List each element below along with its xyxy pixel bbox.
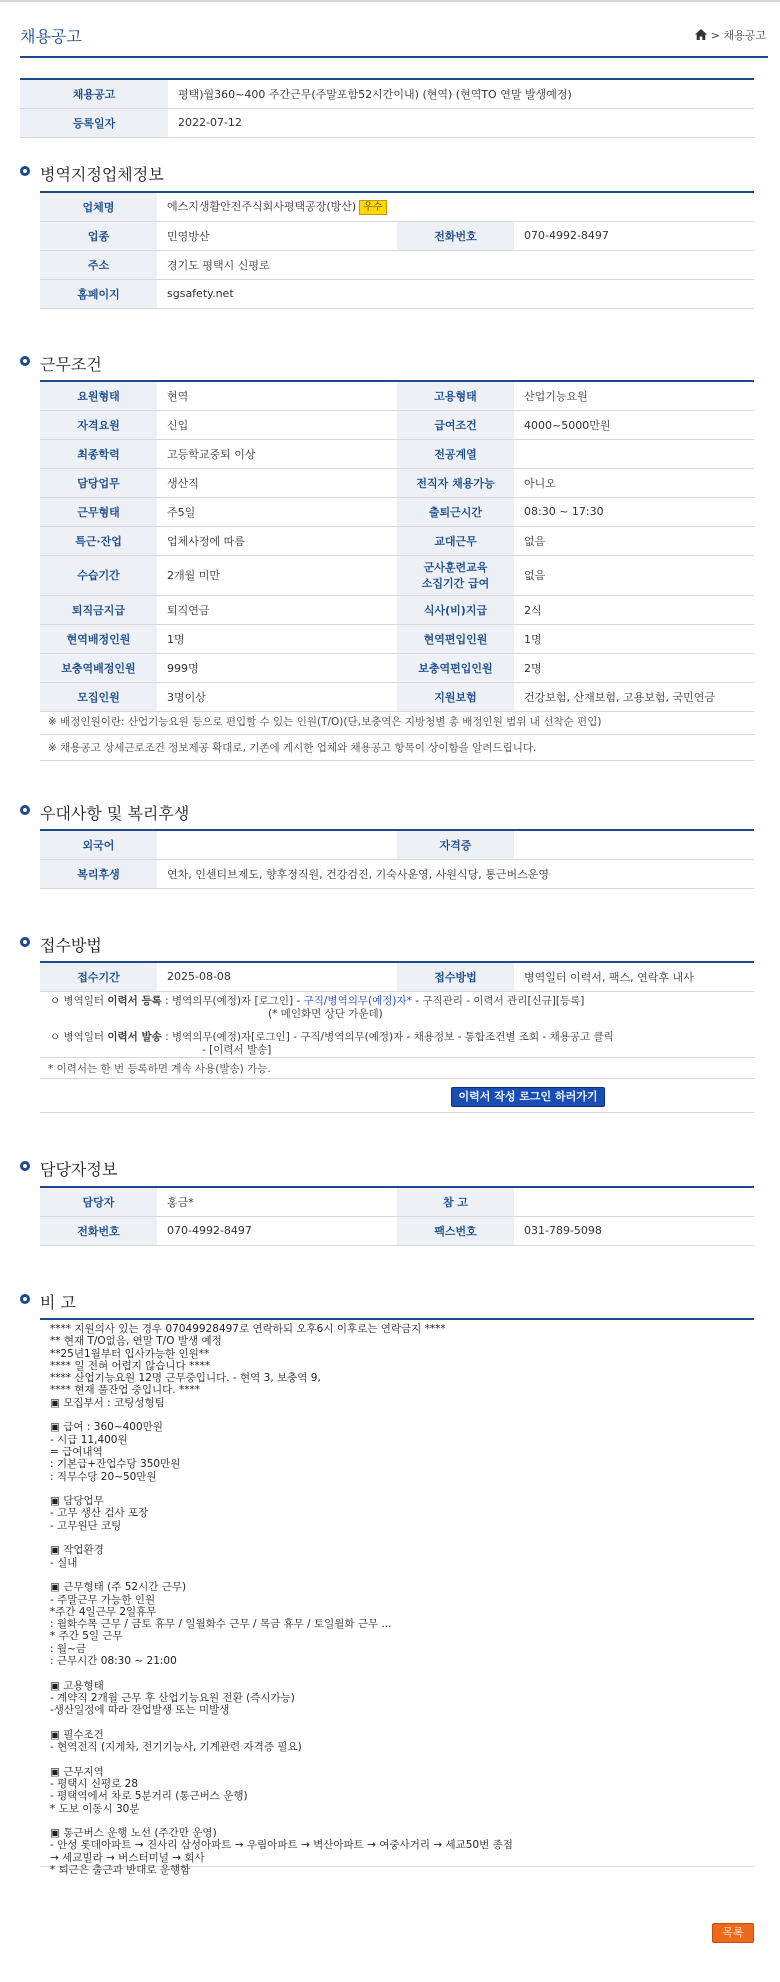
contact-row xyxy=(40,1187,754,1216)
section-title: 담당자정보 xyxy=(40,1160,118,1179)
work-value: 2명 xyxy=(514,653,754,682)
period-value: 2025-08-08 xyxy=(157,962,397,991)
method-label: 접수방법 xyxy=(397,962,514,991)
work-value: 3명이상 xyxy=(157,682,397,711)
work-row xyxy=(40,555,754,595)
apply-divider xyxy=(40,1112,754,1113)
company-row xyxy=(40,221,754,250)
work-value: 없음 xyxy=(514,526,754,555)
summary-label: 채용공고 xyxy=(20,79,168,108)
work-table xyxy=(40,380,754,712)
step-suffix: - 구직관리 - 이력서 관리[신규][등록] xyxy=(411,995,585,1007)
work-label: 보충역편입인원 xyxy=(397,653,514,682)
page-header xyxy=(20,22,768,58)
company-address: 경기도 평택시 신평로 xyxy=(157,250,754,279)
breadcrumb xyxy=(695,27,766,43)
apply-row xyxy=(40,962,754,991)
work-value: 2식 xyxy=(514,595,754,624)
step-prefix: ㅇ 병역일터 xyxy=(50,1031,108,1043)
work-label: 현역배정인원 xyxy=(40,624,157,653)
summary-label: 등록일자 xyxy=(20,108,168,137)
breadcrumb-current: 채용공고 xyxy=(723,29,766,42)
work-label: 모집인원 xyxy=(40,682,157,711)
work-value: 없음 xyxy=(514,555,754,595)
company-address-label: 주소 xyxy=(40,250,157,279)
recruit-title-value: 평택)월360~400 주간근무(주말포함52시간이내) (현역) (현역TO 연말 발생예정) xyxy=(168,79,754,108)
work-label: 식사(비)지급 xyxy=(397,595,514,624)
section-title: 근무조건 xyxy=(40,355,102,374)
work-value: 고등학교중퇴 이상 xyxy=(157,439,397,468)
work-label: 교대근무 xyxy=(397,526,514,555)
section-title: 우대사항 및 복리후생 xyxy=(40,804,190,823)
work-label: 지원보험 xyxy=(397,682,514,711)
company-type-label: 업종 xyxy=(40,221,157,250)
work-row xyxy=(40,497,754,526)
work-label: 담당업무 xyxy=(40,468,157,497)
work-label: 최종학력 xyxy=(40,439,157,468)
work-row xyxy=(40,410,754,439)
company-row xyxy=(40,250,754,279)
reference-value xyxy=(514,1187,754,1216)
work-value: 생산직 xyxy=(157,468,397,497)
work-value: 08:30 ~ 17:30 xyxy=(514,497,754,526)
step-mid: : 병역의무(예정)자 [로그인] - xyxy=(161,995,304,1007)
company-name-label: 업체명 xyxy=(40,192,157,221)
grade-badge: 우수 xyxy=(359,200,386,215)
company-row xyxy=(40,192,754,221)
section-bullet-icon xyxy=(20,166,30,176)
fax-value: 031-789-5098 xyxy=(514,1216,754,1245)
work-value: 아니오 xyxy=(514,468,754,497)
list-button[interactable]: 목록 xyxy=(712,1923,754,1943)
job-seeker-link[interactable]: 구직/병역의무(예정)자* xyxy=(303,995,412,1007)
company-row xyxy=(40,279,754,308)
manager-label: 담당자 xyxy=(40,1187,157,1216)
work-row xyxy=(40,682,754,711)
work-label: 요원형태 xyxy=(40,381,157,410)
company-homepage-label: 홈페이지 xyxy=(40,279,157,308)
work-row xyxy=(40,468,754,497)
benefits-table xyxy=(40,829,754,889)
reference-label: 참 고 xyxy=(397,1187,514,1216)
company-table xyxy=(40,191,754,309)
step-prefix: ㅇ 병역일터 xyxy=(50,995,108,1007)
company-phone-label: 전화번호 xyxy=(397,221,514,250)
work-row xyxy=(40,381,754,410)
section-bullet-icon xyxy=(20,1161,30,1171)
step-mid: : 병역의무(예정)자[로그인] - 구직/병역의무(예정)자 - 채용정보 - 통합조건별 조회 - 채용공고 클릭 xyxy=(161,1031,614,1043)
welfare-value: 연차, 인센티브제도, 향후정직원, 건강검진, 기숙사운영, 사원식당, 통근버스운영 xyxy=(157,859,754,888)
manager-value: 홍금* xyxy=(157,1187,397,1216)
benefits-row xyxy=(40,859,754,888)
step-note: - [이력서 발송] xyxy=(202,1044,272,1056)
work-label: 전직자 채용가능 xyxy=(397,468,514,497)
work-label: 근무형태 xyxy=(40,497,157,526)
step-note: (* 메인화면 상단 가운데) xyxy=(268,1008,383,1020)
reg-date-value: 2022-07-12 xyxy=(168,108,754,137)
fax-label: 팩스번호 xyxy=(397,1216,514,1245)
allocation-note: ※ 배정인원이란: 산업기능요원 등으로 편입할 수 있는 인원(T/O)(단,보충역은 지방청별 총 배정인원 범위 내 선착순 편입) xyxy=(40,709,754,735)
work-value: 4000~5000만원 xyxy=(514,410,754,439)
work-label: 군사훈련교육 소집기간 급여 xyxy=(397,555,514,595)
company-name-cell xyxy=(157,192,754,221)
company-phone: 070-4992-8497 xyxy=(514,221,754,250)
work-label: 퇴직금지급 xyxy=(40,595,157,624)
language-value xyxy=(157,830,397,859)
section-bullet-icon xyxy=(20,937,30,947)
work-value: 1명 xyxy=(514,624,754,653)
work-label: 특근·잔업 xyxy=(40,526,157,555)
work-label: 수습기간 xyxy=(40,555,157,595)
work-row xyxy=(40,595,754,624)
contact-table xyxy=(40,1186,754,1246)
contact-phone-value: 070-4992-8497 xyxy=(157,1216,397,1245)
work-value: 999명 xyxy=(157,653,397,682)
work-row xyxy=(40,653,754,682)
work-value: 신입 xyxy=(157,410,397,439)
contact-phone-label: 전화번호 xyxy=(40,1216,157,1245)
resume-register-step xyxy=(40,995,754,1025)
work-label: 자격요원 xyxy=(40,410,157,439)
step-bold: 이력서 발송 xyxy=(107,1031,162,1043)
top-border xyxy=(0,0,780,2)
work-value: 업체사정에 따름 xyxy=(157,526,397,555)
work-label: 전공계열 xyxy=(397,439,514,468)
method-value: 병역일터 이력서, 팩스, 연락후 내사 xyxy=(514,962,754,991)
section-title: 병역지정업체정보 xyxy=(40,165,164,184)
summary-row xyxy=(20,79,754,108)
work-value: 2개월 미만 xyxy=(157,555,397,595)
language-label: 외국어 xyxy=(40,830,157,859)
work-label: 현역편입인원 xyxy=(397,624,514,653)
work-row xyxy=(40,526,754,555)
work-value xyxy=(514,439,754,468)
work-label: 보충역배정인원 xyxy=(40,653,157,682)
work-label: 고용형태 xyxy=(397,381,514,410)
work-value: 산업기능요원 xyxy=(514,381,754,410)
work-value: 건강보험, 산재보험, 고용보험, 국민연금 xyxy=(514,682,754,711)
section-bullet-icon xyxy=(20,805,30,815)
work-label: 급여조건 xyxy=(397,410,514,439)
period-label: 접수기간 xyxy=(40,962,157,991)
page-title: 채용공고 xyxy=(20,27,82,46)
work-row xyxy=(40,624,754,653)
section-title: 비 고 xyxy=(40,1293,76,1312)
work-row xyxy=(40,439,754,468)
resume-note: * 이력서는 한 번 등록하면 계속 사용(발송) 가능. xyxy=(40,1057,754,1079)
remarks-body: **** 지원의사 있는 경우 07049928497로 연락하되 오후6시 이후로는 연락금지 **** ** 현재 T/O없음, 연말 T/O 발생 예정 **25년1월부터 입사가능한 인원** **** 일 전혀 어렵지 않습니다 **** **** 산업기능요원 12명 근무중입니다. - 현역 3, 보충역 9, **** 현재 풀잔업 중입니다. **** ▣ 모집부서 : 코팅성형팀 ▣ 급여 : 360~400만원 - 시급 11,400원 = 급여내역 : 기본급+잔업수당 350만원 : 직무수당 20~50만원 ▣ 담당업무 - 고무 생산 검사 포장 - 고무원단 코팅 ▣ 작업환경 - 실내 ▣ 근무형태 (주 52시간 근무) - 주말근무 가능한 인원 *주간 4일근무 2일휴무 : 월화수목 근무 / 금토 휴무 / 일월화수 근무 / 목금 휴무 / 토일월화 근무 ... * 주간 5일 근무 : 월~금 : 근무시간 08:30 ~ 21:00 ▣ 고용형태 - 계약직 2개월 근무 후 산업기능요원 전환 (즉시가능) -생산일정에 따라 잔업발생 또는 미발생 ▣ 필수조건 - 현역전직 (지게차, 전기기능사, 기계관련 자격증 필요) ▣ 근무지역 - 평택시 신평로 28 - 평택역에서 차로 5분거리 (통근버스 운행) * 도보 이동시 30분 ▣ 통근버스 운행 노선 (주간만 운영) - 안성 롯데아파트 → 진사리 삼성아파트 → 우림아파트 → 벽산아파트 → 여중사거리 → 세교50번 종점 → 세교빌라 → 버스터미널 → 회사 * 퇴근은 출근과 반대로 운행함 xyxy=(40,1318,754,1867)
step-bold: 이력서 등록 xyxy=(107,995,162,1007)
home-icon[interactable] xyxy=(695,29,707,43)
company-homepage-link[interactable]: sgsafety.net xyxy=(157,279,754,308)
breadcrumb-separator: > xyxy=(710,29,720,42)
welfare-label: 복리후생 xyxy=(40,859,157,888)
company-name: 에스지생활안전주식회사평택공장(방산) xyxy=(167,200,357,214)
conditions-note: ※ 채용공고 상세근로조건 정보제공 확대로, 기존에 게시한 업체와 채용공고 항목이 상이함을 알려드립니다. xyxy=(40,735,754,761)
apply-table xyxy=(40,961,754,992)
benefits-row xyxy=(40,830,754,859)
work-value: 현역 xyxy=(157,381,397,410)
section-bullet-icon xyxy=(20,1294,30,1304)
certificate-value xyxy=(514,830,754,859)
section-bullet-icon xyxy=(20,356,30,366)
summary-table xyxy=(20,78,754,138)
resume-login-button[interactable]: 이력서 작성 로그인 하러가기 xyxy=(451,1087,605,1107)
work-value: 주5일 xyxy=(157,497,397,526)
work-value: 퇴직연금 xyxy=(157,595,397,624)
certificate-label: 자격증 xyxy=(397,830,514,859)
summary-row xyxy=(20,108,754,137)
section-title: 접수방법 xyxy=(40,936,102,955)
work-label: 출퇴근시간 xyxy=(397,497,514,526)
work-value: 1명 xyxy=(157,624,397,653)
company-type: 민영방산 xyxy=(157,221,397,250)
contact-row xyxy=(40,1216,754,1245)
